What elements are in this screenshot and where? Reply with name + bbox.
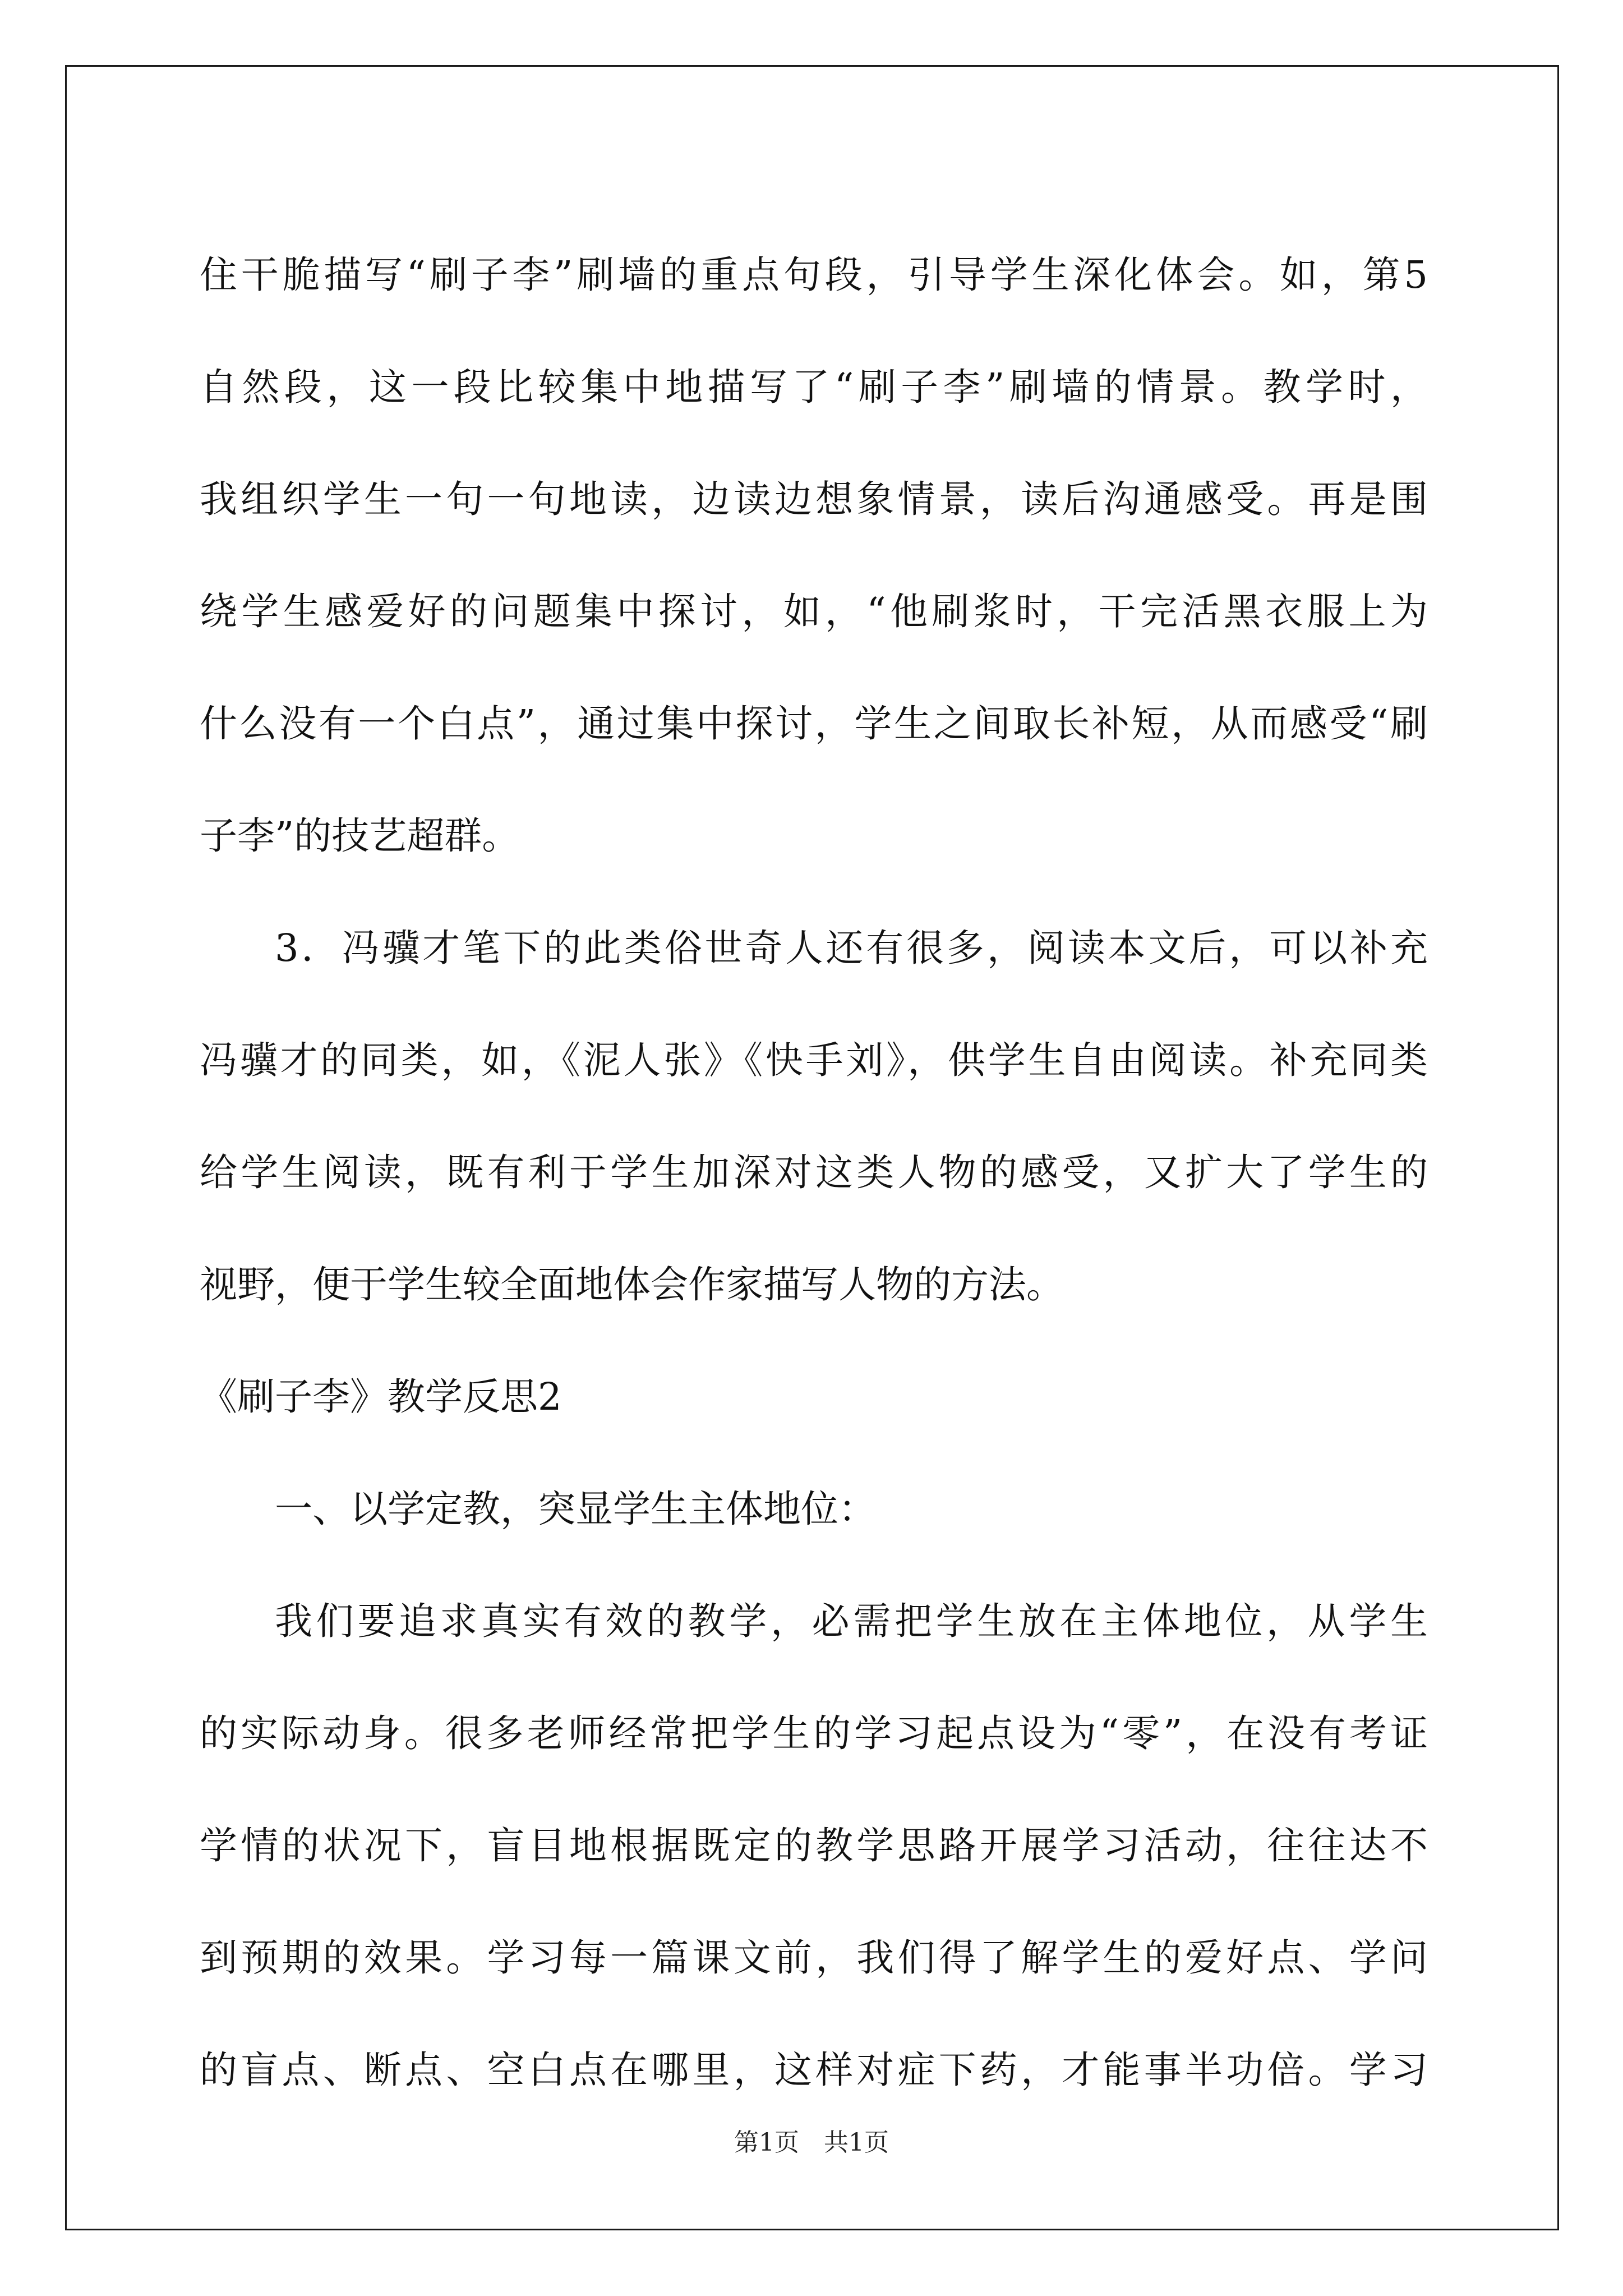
text-line: 的实际动身。很多老师经常把学生的学习起点设为“零”，在没有考证	[200, 1711, 1428, 1755]
paragraph	[200, 892, 1428, 1341]
text-line: 子李”的技艺超群。	[200, 814, 520, 858]
text-line: 的盲点、断点、空白点在哪里，这样对症下药，才能事半功倍。学习	[200, 2048, 1428, 2092]
text-line: 自然段，这一段比较集中地描写了“刷子李”刷墙的情景。教学时，	[200, 365, 1428, 409]
page-number: 第1页 共1页	[734, 2128, 889, 2157]
paragraph	[200, 1565, 1428, 2126]
text-line: 我组织学生一句一句地读，边读边想象情景，读后沟通感受。再是围	[200, 477, 1428, 521]
text-line: 我们要追求真实有效的教学，必需把学生放在主体地位，从学生	[275, 1599, 1428, 1643]
text-line: 给学生阅读，既有利于学生加深对这类人物的感受，又扩大了学生的	[200, 1151, 1428, 1194]
text-line: 绕学生感爱好的问题集中探讨，如，“他刷浆时，干完活黑衣服上为	[200, 590, 1428, 633]
subsection-title	[200, 1453, 1428, 1565]
text-line: 3．冯骥才笔下的此类俗世奇人还有很多，阅读本文后，可以补充	[275, 926, 1428, 970]
text-line: 冯骥才的同类，如，《泥人张》《快手刘》，供学生自由阅读。补充同类	[200, 1038, 1428, 1082]
text-line: 视野，便于学生较全面地体会作家描写人物的方法。	[200, 1263, 1064, 1306]
text-line: 什么没有一个白点”，通过集中探讨，学生之间取长补短，从而感受“刷	[200, 702, 1428, 746]
text-line: 住干脆描写“刷子李”刷墙的重点句段，引导学生深化体会。如，第5	[200, 253, 1428, 297]
document-body	[200, 219, 1428, 2126]
subsection-title-text: 一、以学定教，突显学生主体地位：	[275, 1487, 876, 1531]
page-footer	[0, 2126, 1623, 2160]
paragraph	[200, 219, 1428, 892]
text-line: 学情的状况下，盲目地根据既定的教学思路开展学习活动，往往达不	[200, 1824, 1428, 1867]
section-title	[200, 1341, 1428, 1453]
text-line: 到预期的效果。学习每一篇课文前，我们得了解学生的爱好点、学问	[200, 1936, 1428, 1980]
section-title-text: 《刷子李》教学反思2	[200, 1375, 562, 1419]
